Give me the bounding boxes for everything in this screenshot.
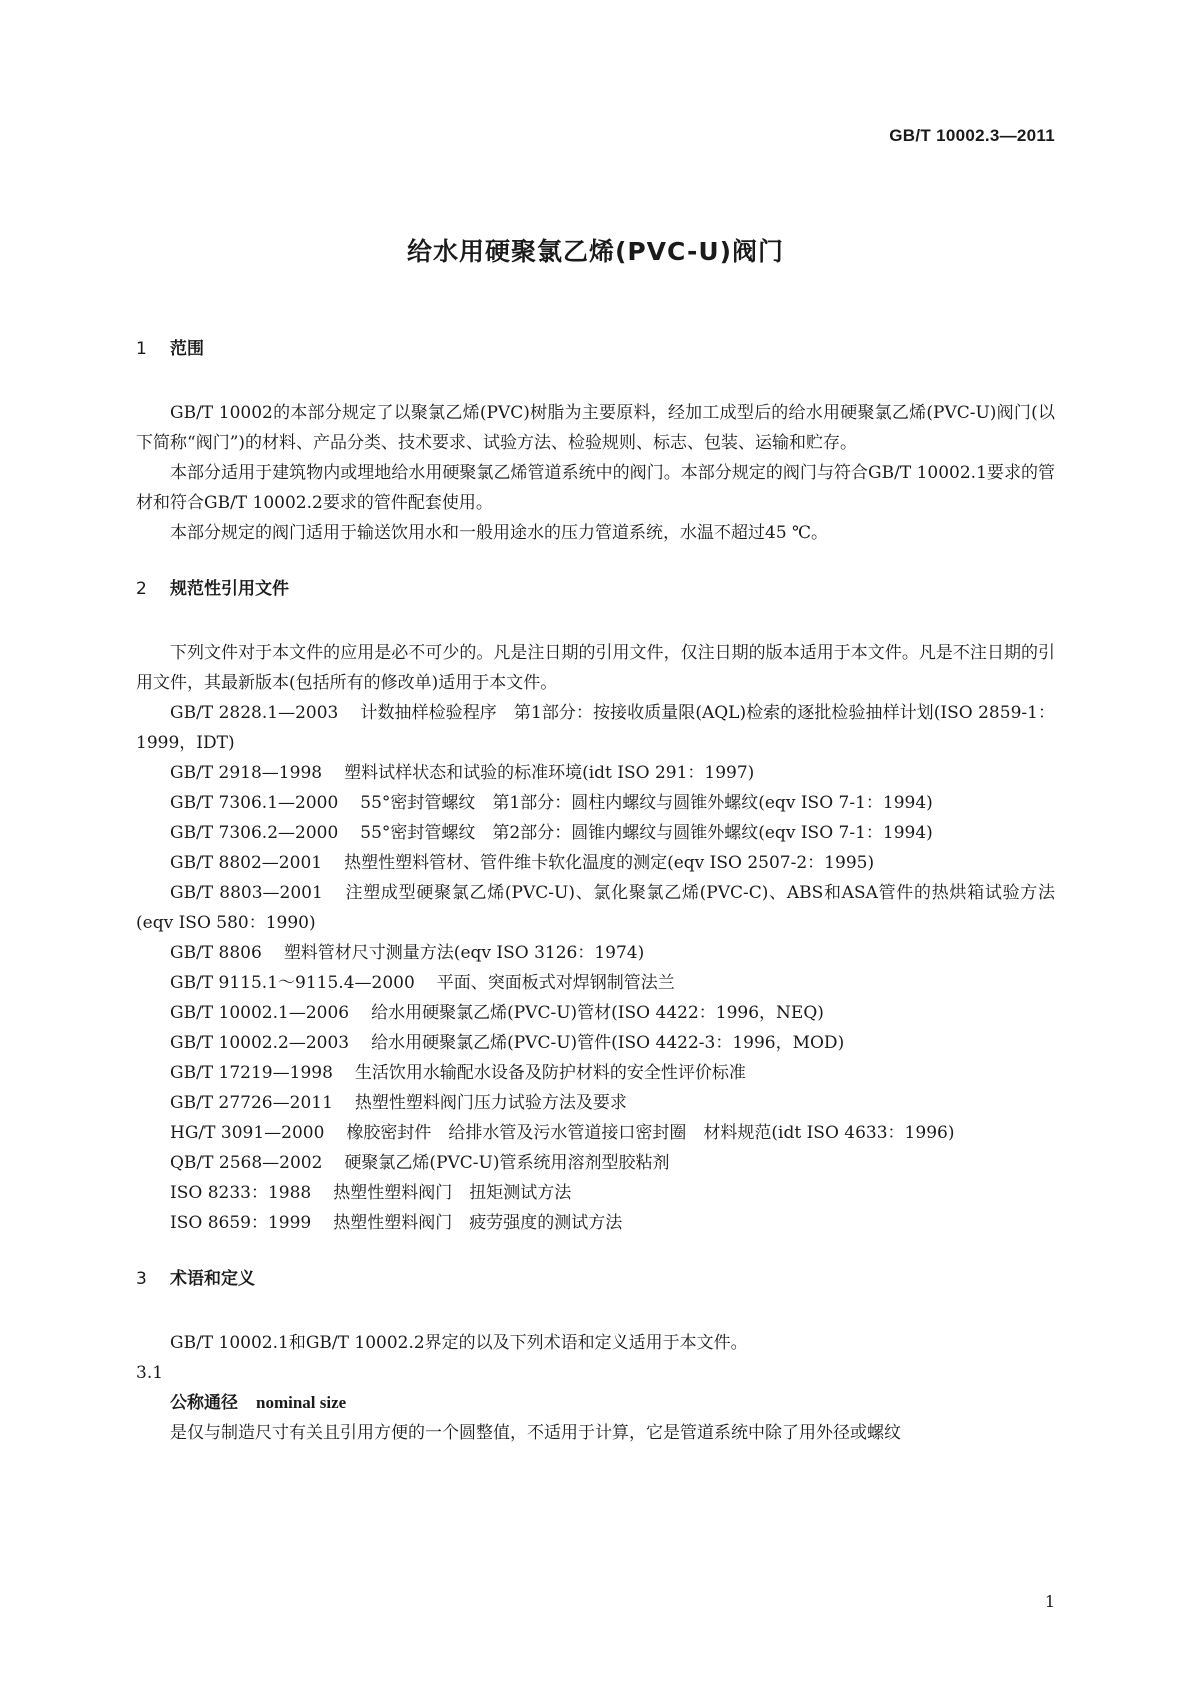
term-name [136,1388,1055,1418]
reference-code: GB/T 8803—2001 [170,883,323,903]
reference-code: HG/T 3091—2000 [170,1123,325,1143]
document-code: GB/T 10002.3—2011 [889,126,1055,145]
section-title: 规范性引用文件 [170,579,289,599]
reference-item [136,788,1055,818]
reference-title: 55°密封管螺纹 第1部分：圆柱内螺纹与圆锥外螺纹(eqv ISO 7-1：1994) [360,793,933,813]
reference-title: 55°密封管螺纹 第2部分：圆锥内螺纹与圆锥外螺纹(eqv ISO 7-1：1994) [360,823,933,843]
page-title: 给水用硬聚氯乙烯(PVC-U)阀门 [406,237,785,266]
reference-code: ISO 8233：1988 [170,1183,312,1203]
reference-code: QB/T 2568—2002 [170,1153,323,1173]
paragraph: 下列文件对于本文件的应用是必不可少的。凡是注日期的引用文件，仅注日期的版本适用于本文件。凡是不注日期的引用文件，其最新版本(包括所有的修改单)适用于本文件。 [136,643,1055,693]
reference-code: GB/T 8802—2001 [170,853,323,873]
paragraph: GB/T 10002的本部分规定了以聚氯乙烯(PVC)树脂为主要原料，经加工成型后的给水用硬聚氯乙烯(PVC-U)阀门(以下简称“阀门”)的材料、产品分类、技术要求、试验方法、检验规则、标志、包装、运输和贮存。 [136,403,1055,453]
reference-code: ISO 8659：1999 [170,1213,312,1233]
reference-title: 塑料试样状态和试验的标准环境(idt ISO 291：1997) [344,763,755,783]
reference-item [136,848,1055,878]
reference-item [136,1208,1055,1238]
reference-code: GB/T 7306.2—2000 [170,823,339,843]
reference-item [136,1088,1055,1118]
page-number: 1 [1044,1592,1055,1611]
reference-item [136,1148,1055,1178]
term-name-en: nominal size [256,1393,347,1412]
term-name-zh: 公称通径 [170,1393,238,1413]
term-number: 3.1 [136,1363,164,1383]
reference-title: 热塑性塑料阀门 疲劳强度的测试方法 [333,1213,623,1233]
paragraph: 本部分规定的阀门适用于输送饮用水和一般用途水的压力管道系统，水温不超过45 ℃。 [170,523,829,543]
reference-code: GB/T 2918—1998 [170,763,323,783]
reference-code: GB/T 10002.1—2006 [170,1003,350,1023]
reference-title: 计数抽样检验程序 第1部分：按接收质量限(AQL)检索的逐批检验抽样计划(ISO 2859-1：1999，IDT) [136,703,1055,753]
reference-code: GB/T 9115.1～9115.4—2000 [170,973,415,993]
paragraph: 本部分适用于建筑物内或埋地给水用硬聚氯乙烯管道系统中的阀门。本部分规定的阀门与符合GB/T 10002.1要求的管材和符合GB/T 10002.2要求的管件配套使用。 [136,463,1055,513]
reference-item [136,938,1055,968]
reference-title: 注塑成型硬聚氯乙烯(PVC-U)、氯化聚氯乙烯(PVC-C)、ABS和ASA管件的热烘箱试验方法(eqv ISO 580：1990) [136,883,1055,933]
section-heading-scope [136,334,1055,364]
reference-item [136,998,1055,1028]
section-number: 3 [136,1269,147,1289]
reference-title: 平面、突面板式对焊钢制管法兰 [436,973,675,993]
reference-title: 橡胶密封件 给排水管及污水管道接口密封圈 材料规范(idt ISO 4633：1996) [346,1123,955,1143]
section-title: 术语和定义 [170,1269,255,1289]
reference-code: GB/T 10002.2—2003 [170,1033,350,1053]
section-heading-normative-references [136,574,1055,604]
reference-item [136,1118,1055,1148]
reference-code: GB/T 27726—2011 [170,1093,333,1113]
reference-item [136,1058,1055,1088]
reference-title: 给水用硬聚氯乙烯(PVC-U)管件(ISO 4422-3：1996，MOD) [371,1033,845,1053]
term-definition: 是仅与制造尺寸有关且引用方便的一个圆整值，不适用于计算，它是管道系统中除了用外径或螺纹 [170,1423,901,1443]
section-number: 1 [136,339,147,359]
section-title: 范围 [170,339,204,359]
reference-item [136,758,1055,788]
reference-item [136,878,1055,938]
reference-item [136,1028,1055,1058]
reference-title: 给水用硬聚氯乙烯(PVC-U)管材(ISO 4422：1996，NEQ) [371,1003,824,1023]
reference-item [136,968,1055,998]
reference-title: 热塑性塑料管材、管件维卡软化温度的测定(eqv ISO 2507-2：1995) [344,853,875,873]
paragraph: GB/T 10002.1和GB/T 10002.2界定的以及下列术语和定义适用于本文件。 [170,1333,748,1353]
reference-code: GB/T 17219—1998 [170,1063,333,1083]
reference-title: 塑料管材尺寸测量方法(eqv ISO 3126：1974) [283,943,645,963]
section-number: 2 [136,579,147,599]
document-body [136,334,1055,1448]
reference-title: 热塑性塑料阀门 扭矩测试方法 [333,1183,572,1203]
reference-code: GB/T 7306.1—2000 [170,793,339,813]
reference-item [136,698,1055,758]
section-heading-terms-and-definitions [136,1264,1055,1294]
reference-title: 热塑性塑料阀门压力试验方法及要求 [354,1093,627,1113]
reference-item [136,818,1055,848]
reference-title: 硬聚氯乙烯(PVC-U)管系统用溶剂型胶粘剂 [344,1153,670,1173]
reference-item [136,1178,1055,1208]
reference-title: 生活饮用水输配水设备及防护材料的安全性评价标准 [354,1063,746,1083]
reference-code: GB/T 2828.1—2003 [170,703,339,723]
reference-list [136,698,1055,1238]
reference-code: GB/T 8806 [170,943,262,963]
